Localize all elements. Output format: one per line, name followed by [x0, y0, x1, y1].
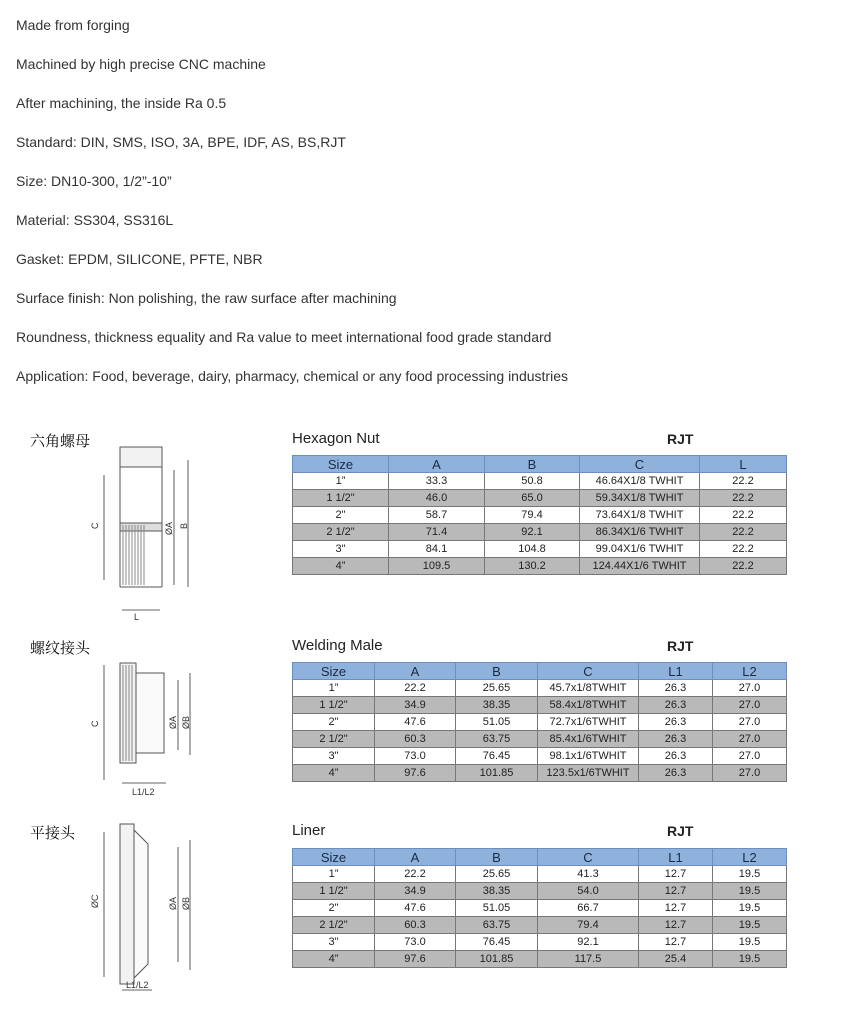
cell: 47.6 [375, 714, 456, 731]
cell: 22.2 [700, 507, 787, 524]
table-row [293, 934, 787, 951]
cell: 2" [293, 900, 375, 917]
cell: 12.7 [639, 900, 713, 917]
cell: 34.9 [375, 883, 456, 900]
feature-item: Gasket: EPDM, SILICONE, PFTE, NBR [16, 251, 263, 267]
cell: 2 1/2" [293, 917, 375, 934]
table-row [293, 507, 787, 524]
cell: 22.2 [700, 558, 787, 575]
cell: 73.0 [375, 748, 456, 765]
cell: 109.5 [389, 558, 485, 575]
col-header: Size [293, 663, 375, 680]
cell: 12.7 [639, 883, 713, 900]
cell: 12.7 [639, 934, 713, 951]
cell: 25.65 [456, 680, 538, 697]
cell: 104.8 [485, 541, 580, 558]
cell: 1” [293, 680, 375, 697]
feature-item: Made from forging [16, 17, 130, 33]
cell: 92.1 [485, 524, 580, 541]
cell: 71.4 [389, 524, 485, 541]
feature-item: Machined by high precise CNC machine [16, 56, 266, 72]
cell: 26.3 [639, 680, 713, 697]
feature-item: Material: SS304, SS316L [16, 212, 174, 228]
feature-item: After machining, the inside Ra 0.5 [16, 95, 227, 111]
liner-dim-b: ØB [181, 896, 191, 910]
cell: 117.5 [538, 951, 639, 968]
liner-dim-c: ØC [90, 894, 100, 908]
cell: 1” [293, 866, 375, 883]
table-row [293, 680, 787, 697]
hex-standard: RJT [667, 431, 694, 447]
cell: 123.5x1/6TWHIT [538, 765, 639, 782]
cell: 38.35 [456, 697, 538, 714]
cell: 1 1/2" [293, 883, 375, 900]
cell: 19.5 [713, 917, 787, 934]
feature-item: Standard: DIN, SMS, ISO, 3A, BPE, IDF, AS, BS,RJT [16, 134, 346, 150]
cell: 73.0 [375, 934, 456, 951]
cell: 2" [293, 714, 375, 731]
col-header: L [700, 456, 787, 473]
table-row [293, 473, 787, 490]
cell: 73.64X1/8 TWHIT [580, 507, 700, 524]
cell: 76.45 [456, 748, 538, 765]
feature-list [16, 17, 568, 407]
cell: 25.4 [639, 951, 713, 968]
cell: 3" [293, 748, 375, 765]
col-header: C [538, 663, 639, 680]
welding-male-drawing [90, 655, 210, 805]
cell: 60.3 [375, 731, 456, 748]
cell: 26.3 [639, 714, 713, 731]
col-header: L1 [639, 849, 713, 866]
cell: 2" [293, 507, 389, 524]
cell: 22.2 [700, 490, 787, 507]
cell: 54.0 [538, 883, 639, 900]
weld-cn-label: 螺纹接头 [30, 639, 91, 657]
cell: 26.3 [639, 765, 713, 782]
cell: 22.2 [375, 866, 456, 883]
weld-dim-b: ØB [181, 715, 191, 729]
liner-table [292, 848, 787, 968]
col-header: B [456, 849, 538, 866]
liner-dim-l: L1/L2 [126, 980, 149, 990]
col-header: C [538, 849, 639, 866]
col-header: L1 [639, 663, 713, 680]
cell: 1” [293, 473, 389, 490]
feature-item: Size: DN10-300, 1/2”-10” [16, 173, 172, 189]
hex-dim-l: L [134, 612, 140, 622]
col-header: B [456, 663, 538, 680]
cell: 101.85 [456, 765, 538, 782]
cell: 41.3 [538, 866, 639, 883]
cell: 99.04X1/6 TWHIT [580, 541, 700, 558]
table-row [293, 697, 787, 714]
cell: 19.5 [713, 883, 787, 900]
cell: 1 1/2" [293, 697, 375, 714]
cell: 50.8 [485, 473, 580, 490]
cell: 12.7 [639, 866, 713, 883]
cell: 92.1 [538, 934, 639, 951]
cell: 12.7 [639, 917, 713, 934]
cell: 2 1/2" [293, 524, 389, 541]
cell: 22.2 [700, 473, 787, 490]
table-row [293, 731, 787, 748]
cell: 63.75 [456, 731, 538, 748]
feature-item: Roundness, thickness equality and Ra value to meet international food grade standard [16, 329, 552, 345]
cell: 46.64X1/8 TWHIT [580, 473, 700, 490]
col-header: L2 [713, 663, 787, 680]
table-row [293, 558, 787, 575]
cell: 27.0 [713, 731, 787, 748]
cell: 66.7 [538, 900, 639, 917]
cell: 63.75 [456, 917, 538, 934]
col-header: A [375, 663, 456, 680]
hex-title: Hexagon Nut [292, 430, 380, 447]
table-row [293, 748, 787, 765]
cell: 26.3 [639, 748, 713, 765]
cell: 124.44X1/6 TWHIT [580, 558, 700, 575]
cell: 86.34X1/6 TWHIT [580, 524, 700, 541]
table-row [293, 541, 787, 558]
table-row [293, 917, 787, 934]
cell: 26.3 [639, 697, 713, 714]
hex-dim-a: ØA [164, 521, 174, 535]
cell: 98.1x1/6TWHIT [538, 748, 639, 765]
col-header: Size [293, 456, 389, 473]
cell: 25.65 [456, 866, 538, 883]
cell: 51.05 [456, 900, 538, 917]
cell: 1 1/2" [293, 490, 389, 507]
weld-dim-c: C [90, 720, 100, 727]
cell: 46.0 [389, 490, 485, 507]
col-header: A [375, 849, 456, 866]
cell: 45.7x1/8TWHIT [538, 680, 639, 697]
cell: 84.1 [389, 541, 485, 558]
col-header: A [389, 456, 485, 473]
cell: 72.7x1/6TWHIT [538, 714, 639, 731]
cell: 22.2 [700, 524, 787, 541]
table-row [293, 951, 787, 968]
cell: 4” [293, 951, 375, 968]
liner-cn-label: 平接头 [30, 824, 76, 842]
hexagon-nut-table [292, 455, 787, 575]
hex-cn-label: 六角螺母 [30, 432, 91, 450]
hexagon-nut-drawing [90, 445, 210, 625]
feature-item: Application: Food, beverage, dairy, pharmacy, chemical or any food processing industries [16, 368, 568, 384]
table-row [293, 524, 787, 541]
cell: 51.05 [456, 714, 538, 731]
feature-item: Surface finish: Non polishing, the raw surface after machining [16, 290, 397, 306]
cell: 3" [293, 541, 389, 558]
col-header: C [580, 456, 700, 473]
cell: 22.2 [375, 680, 456, 697]
welding-male-table [292, 662, 787, 782]
cell: 76.45 [456, 934, 538, 951]
cell: 33.3 [389, 473, 485, 490]
table-row [293, 765, 787, 782]
cell: 27.0 [713, 680, 787, 697]
table-row [293, 490, 787, 507]
cell: 59.34X1/8 TWHIT [580, 490, 700, 507]
cell: 34.9 [375, 697, 456, 714]
cell: 79.4 [538, 917, 639, 934]
cell: 27.0 [713, 714, 787, 731]
liner-title: Liner [292, 822, 326, 839]
weld-title: Welding Male [292, 637, 383, 654]
cell: 2 1/2" [293, 731, 375, 748]
col-header: B [485, 456, 580, 473]
cell: 47.6 [375, 900, 456, 917]
cell: 97.6 [375, 765, 456, 782]
cell: 58.7 [389, 507, 485, 524]
liner-standard: RJT [667, 823, 694, 839]
table-row [293, 883, 787, 900]
weld-dim-l: L1/L2 [132, 787, 155, 797]
cell: 27.0 [713, 697, 787, 714]
cell: 97.6 [375, 951, 456, 968]
col-header: L2 [713, 849, 787, 866]
cell: 22.2 [700, 541, 787, 558]
cell: 26.3 [639, 731, 713, 748]
table-row [293, 714, 787, 731]
cell: 38.35 [456, 883, 538, 900]
cell: 19.5 [713, 951, 787, 968]
liner-dim-a: ØA [168, 896, 178, 910]
cell: 101.85 [456, 951, 538, 968]
cell: 58.4x1/8TWHIT [538, 697, 639, 714]
cell: 85.4x1/6TWHIT [538, 731, 639, 748]
cell: 27.0 [713, 748, 787, 765]
hex-dim-c: C [90, 522, 100, 529]
cell: 19.5 [713, 866, 787, 883]
cell: 27.0 [713, 765, 787, 782]
cell: 19.5 [713, 900, 787, 917]
col-header: Size [293, 849, 375, 866]
cell: 19.5 [713, 934, 787, 951]
cell: 3" [293, 934, 375, 951]
liner-drawing [90, 822, 210, 997]
cell: 4” [293, 558, 389, 575]
cell: 4” [293, 765, 375, 782]
cell: 65.0 [485, 490, 580, 507]
weld-standard: RJT [667, 638, 694, 654]
table-row [293, 900, 787, 917]
weld-dim-a: ØA [168, 715, 178, 729]
hex-dim-b: B [179, 522, 189, 529]
cell: 79.4 [485, 507, 580, 524]
table-row [293, 866, 787, 883]
cell: 130.2 [485, 558, 580, 575]
cell: 60.3 [375, 917, 456, 934]
